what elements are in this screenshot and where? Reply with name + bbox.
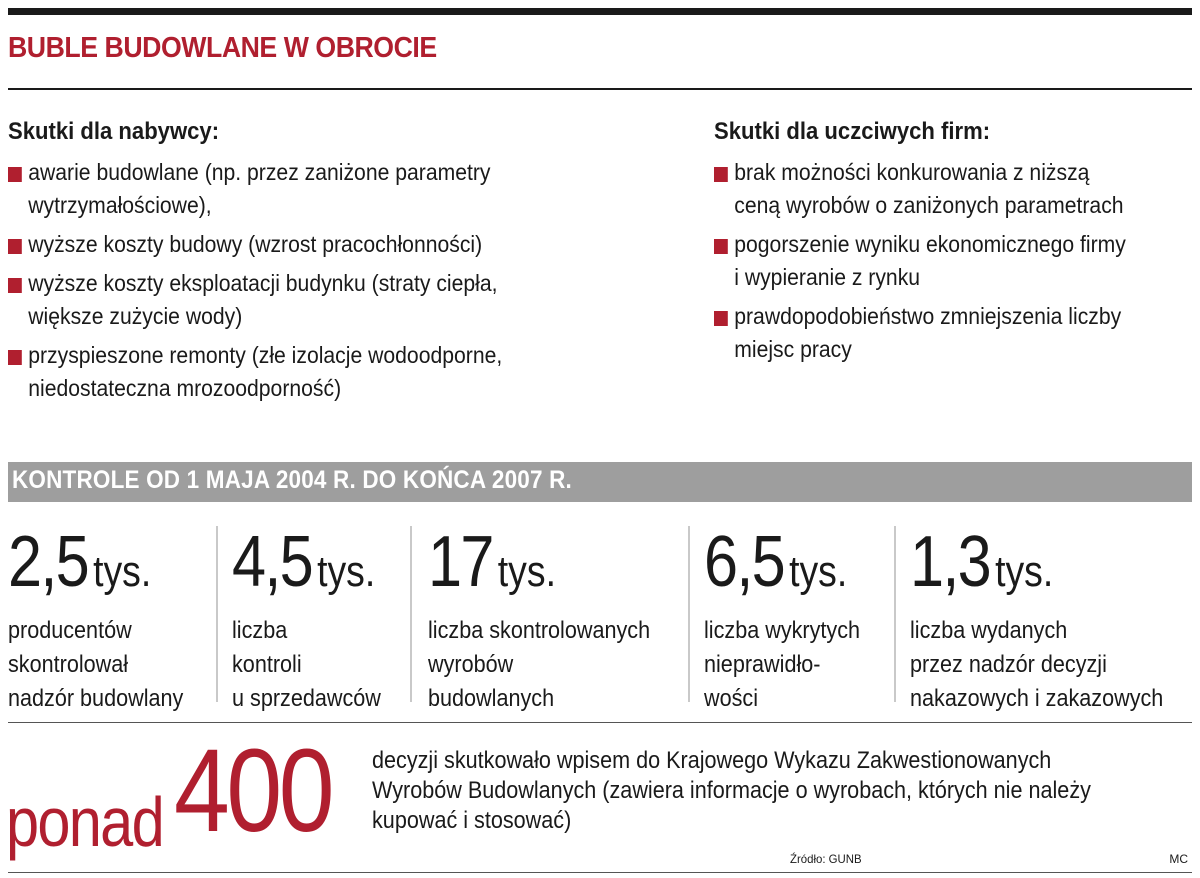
divider <box>688 526 690 702</box>
stat-value: 17 tys. <box>428 522 556 602</box>
list-item <box>714 156 1161 222</box>
list-item-line: wytrzymałościowe), <box>28 192 212 218</box>
stat-description: producentów skontrolował nadzór budowlany <box>8 617 184 712</box>
stat-description: liczba kontroli u sprzedawców <box>232 617 381 712</box>
divider <box>216 526 218 702</box>
list-item <box>8 228 597 261</box>
bullet-square-icon <box>8 167 22 182</box>
infographic-title: BUBLE BUDOWLANE W OBROCIE <box>8 32 437 64</box>
divider <box>410 526 412 702</box>
source-note: Źródło: GUNB <box>790 852 862 866</box>
title-rule <box>8 88 1192 90</box>
list-item-line: brak możności konkurowania z niższą <box>734 159 1090 185</box>
stat-value: 4,5 tys. <box>232 522 376 602</box>
list-item-line: przyspieszone remonty (złe izolacje wodoodporne, <box>28 342 503 368</box>
list-item <box>714 228 1161 294</box>
list-item-line: pogorszenie wyniku ekonomicznego firmy <box>734 231 1126 257</box>
list-item <box>714 300 1161 366</box>
highlight-word: ponad <box>6 783 163 861</box>
honest-firms-effects-column <box>714 118 1200 372</box>
list-item-line: ceną wyrobów o zaniżonych parametrach <box>734 192 1124 218</box>
list-item-line: większe zużycie wody) <box>28 303 243 329</box>
stat-value: 2,5 tys. <box>8 522 152 602</box>
stat-block <box>232 522 401 716</box>
bullet-square-icon <box>8 350 22 365</box>
bullet-square-icon <box>714 311 728 326</box>
buyer-effects-column <box>8 118 648 411</box>
list-item-line: prawdopodobieństwo zmniejszenia liczby <box>734 303 1122 329</box>
stat-description: liczba wydanych przez nadzór decyzji nakazowych i zakazowych <box>910 617 1164 712</box>
top-rule <box>8 8 1192 15</box>
highlight-figure <box>6 725 332 862</box>
bullet-square-icon <box>8 239 22 254</box>
stat-value: 6,5 tys. <box>704 522 848 602</box>
list-item-line: miejsc pracy <box>734 336 852 362</box>
stat-description: liczba skontrolowanych wyrobów budowlanych <box>428 617 651 712</box>
divider <box>894 526 896 702</box>
bullet-square-icon <box>714 167 728 182</box>
stat-block <box>428 522 675 716</box>
section-band-title: KONTROLE OD 1 MAJA 2004 R. DO KOŃCA 2007 R. <box>12 466 572 494</box>
honest-firms-effects-heading: Skutki dla uczciwych firm: <box>714 118 991 145</box>
section-rule <box>8 722 1192 723</box>
buyer-effects-heading: Skutki dla nabywcy: <box>8 118 220 145</box>
list-item <box>8 156 597 222</box>
list-item-line: awarie budowlane (np. przez zaniżone parametry <box>28 159 491 185</box>
list-item-line: niedostateczna mrozoodporność) <box>28 375 342 401</box>
author-credit: MC <box>1169 852 1188 866</box>
stat-block <box>910 522 1191 716</box>
highlight-description: decyzji skutkowało wpisem do Krajowego Wykazu Zakwestionowanych Wyrobów Budowlanych (zawiera informacje o wyrobach, których nie należy kupować i stosować) <box>372 747 1091 834</box>
stat-block <box>704 522 877 716</box>
bullet-square-icon <box>8 278 22 293</box>
highlight-number: 400 <box>174 725 332 857</box>
section-band <box>8 462 1192 502</box>
list-item-line: wyższe koszty budowy (wzrost pracochłonności) <box>28 231 483 257</box>
stat-description: liczba wykrytych nieprawidło- wości <box>704 617 861 712</box>
list-item-line: i wypieranie z rynku <box>734 264 921 290</box>
stat-value: 1,3 tys. <box>910 522 1054 602</box>
list-item <box>8 339 597 405</box>
list-item-line: wyższe koszty eksploatacji budynku (straty ciepła, <box>28 270 498 296</box>
footer-rule <box>8 872 1192 873</box>
stat-block <box>8 522 203 716</box>
list-item <box>8 267 597 333</box>
bullet-square-icon <box>714 239 728 254</box>
